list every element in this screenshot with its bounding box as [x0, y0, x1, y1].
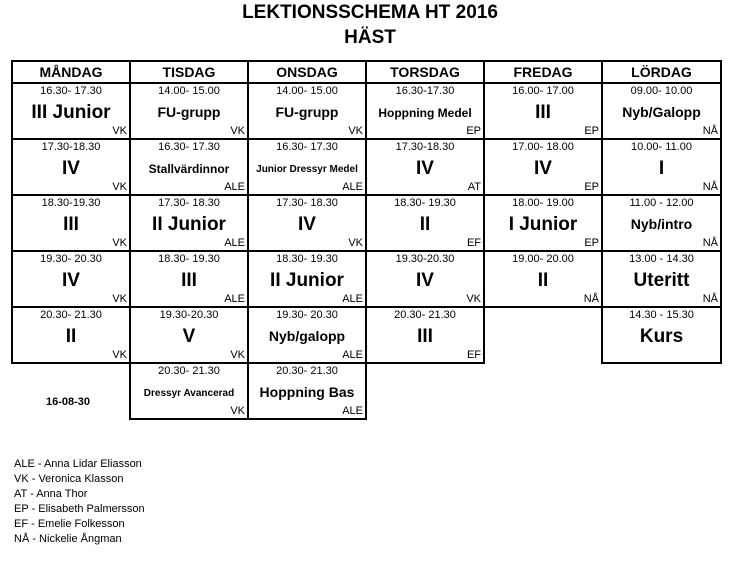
lesson-cell: [248, 307, 366, 363]
lesson-teacher: ALE: [224, 237, 245, 249]
lesson-time: 13.00 - 14.30: [629, 253, 694, 265]
empty-slot: [12, 363, 130, 419]
empty-slot: [366, 363, 484, 419]
lesson-cell: [12, 251, 130, 307]
lesson-cell: [12, 195, 130, 251]
lesson-teacher: VK: [112, 293, 127, 305]
lesson-time: 18.30-19.30: [41, 197, 101, 209]
lesson-cell: [12, 139, 130, 195]
lesson-name: II: [419, 214, 431, 235]
lesson-cell: [130, 139, 248, 195]
schedule-row: [12, 139, 721, 195]
day-header-friday: FREDAG: [484, 61, 602, 83]
lesson-teacher: VK: [230, 349, 245, 361]
lesson-name: FU-grupp: [275, 104, 339, 120]
lesson-teacher: EF: [466, 349, 481, 361]
lesson-name: Nyb/Galopp: [622, 104, 701, 120]
teacher-legend: [14, 457, 145, 547]
lesson-time: 19.30-20.30: [159, 309, 219, 321]
day-header-tuesday: TISDAG: [130, 61, 248, 83]
schedule-subtitle: HÄST: [344, 27, 396, 48]
schedule-body: [12, 83, 721, 419]
empty-slot: [484, 363, 602, 419]
lesson-teacher: VK: [348, 237, 363, 249]
lesson-cell: [484, 139, 602, 195]
lesson-time: 18.30- 19.30: [158, 253, 220, 265]
lesson-time: 16.30- 17.30: [276, 141, 338, 153]
lesson-name: Hoppning Bas: [259, 384, 355, 400]
lesson-name: Stallvärdinnor: [148, 162, 230, 176]
lesson-name: II: [537, 270, 549, 291]
lesson-teacher: NÅ: [702, 181, 718, 193]
lesson-cell: [602, 195, 721, 251]
lesson-name: Dressyr Avancerad: [143, 388, 235, 399]
lesson-name: II Junior: [152, 214, 226, 235]
lesson-teacher: VK: [112, 237, 127, 249]
lesson-teacher: NÅ: [702, 237, 718, 249]
lesson-name: IV: [62, 270, 80, 291]
lesson-cell: [130, 363, 248, 419]
lesson-time: 17.30- 18.30: [158, 197, 220, 209]
legend-item: VK - Veronica Klasson: [14, 473, 124, 485]
lesson-time: 20.30- 21.30: [40, 309, 102, 321]
lesson-time: 20.30- 21.30: [394, 309, 456, 321]
lesson-teacher: VK: [112, 181, 127, 193]
lesson-name: IV: [416, 158, 434, 179]
lesson-name: I: [658, 158, 665, 179]
schedule-date: 16-08-30: [46, 396, 91, 408]
lesson-teacher: ALE: [342, 349, 363, 361]
lesson-cell: [248, 195, 366, 251]
day-header-monday: MÅNDAG: [12, 61, 130, 83]
lesson-name: Nyb/galopp: [268, 328, 346, 344]
legend-item: EF - Emelie Folkesson: [14, 518, 125, 530]
lesson-teacher: ALE: [224, 293, 245, 305]
lesson-teacher: EP: [584, 237, 599, 249]
lesson-time: 20.30- 21.30: [276, 365, 338, 377]
lesson-name: IV: [416, 270, 434, 291]
lesson-cell: [484, 195, 602, 251]
lesson-cell: [12, 307, 130, 363]
lesson-teacher: VK: [112, 349, 127, 361]
lesson-name: III Junior: [31, 102, 111, 123]
lesson-time: 20.30- 21.30: [158, 365, 220, 377]
empty-slot: [484, 307, 602, 363]
schedule-title: LEKTIONSSCHEMA HT 2016: [242, 2, 498, 23]
day-header-thursday: TORSDAG: [366, 61, 484, 83]
lesson-name: III: [181, 270, 197, 291]
schedule-row: [12, 251, 721, 307]
lesson-cell: [130, 251, 248, 307]
lesson-teacher: NÅ: [583, 293, 599, 305]
lesson-time: 16.00- 17.00: [512, 85, 574, 97]
lesson-name: IV: [534, 158, 552, 179]
day-header-wednesday: ONSDAG: [248, 61, 366, 83]
lesson-name: III: [417, 326, 433, 347]
lesson-time: 16.30- 17.30: [158, 141, 220, 153]
lesson-teacher: VK: [112, 125, 127, 137]
lesson-time: 14.00- 15.00: [158, 85, 220, 97]
lesson-cell: [248, 251, 366, 307]
lesson-time: 11.00 - 12.00: [629, 197, 694, 209]
lesson-name: Junior Dressyr Medel: [256, 164, 358, 175]
lesson-cell: [12, 83, 130, 139]
lesson-time: 18.30- 19.30: [276, 253, 338, 265]
lesson-teacher: NÅ: [702, 125, 718, 137]
lesson-name: IV: [298, 214, 316, 235]
lesson-cell: [366, 251, 484, 307]
lesson-cell: [484, 251, 602, 307]
legend-item: ALE - Anna Lidar Eliasson: [14, 458, 142, 470]
lesson-cell: [248, 83, 366, 139]
lesson-cell: [366, 139, 484, 195]
lesson-time: 19.00- 20.00: [512, 253, 574, 265]
schedule-row: [12, 195, 721, 251]
lesson-teacher: VK: [230, 405, 245, 417]
lesson-teacher: EP: [584, 125, 599, 137]
lesson-time: 17.30-18.30: [41, 141, 101, 153]
lesson-name: Hoppning Medel: [378, 106, 472, 120]
lesson-cell: [602, 307, 721, 363]
lesson-cell: [602, 251, 721, 307]
lesson-teacher: NÅ: [702, 293, 718, 305]
lesson-teacher: ALE: [342, 293, 363, 305]
lesson-time: 14.00- 15.00: [276, 85, 338, 97]
lesson-name: Nyb/intro: [630, 216, 693, 232]
lesson-teacher: VK: [466, 293, 481, 305]
lesson-time: 19.30- 20.30: [40, 253, 102, 265]
lesson-time: 09.00- 10.00: [630, 85, 693, 97]
lesson-name: III: [535, 102, 551, 123]
lesson-name: IV: [62, 158, 80, 179]
schedule-row: [12, 363, 721, 419]
legend-item: NÅ - Nickelie Ångman: [14, 533, 122, 545]
lesson-cell: [130, 83, 248, 139]
lesson-cell: [602, 139, 721, 195]
lesson-name: V: [182, 326, 196, 347]
lesson-name: II Junior: [270, 270, 344, 291]
lesson-teacher: EP: [466, 125, 481, 137]
lesson-teacher: ALE: [224, 181, 245, 193]
lesson-cell: [366, 307, 484, 363]
lesson-teacher: EP: [584, 181, 599, 193]
lesson-name: I Junior: [508, 214, 578, 235]
lesson-time: 16.30- 17.30: [40, 85, 102, 97]
lesson-teacher: AT: [467, 181, 481, 193]
lesson-cell: [366, 83, 484, 139]
lesson-time: 17.00- 18.00: [512, 141, 574, 153]
lesson-teacher: EF: [466, 237, 481, 249]
schedule-row: [12, 83, 721, 139]
lesson-teacher: ALE: [342, 181, 363, 193]
lesson-name: Uteritt: [633, 270, 690, 291]
legend-item: EP - Elisabeth Palmersson: [14, 503, 145, 515]
empty-slot: [602, 363, 721, 419]
lesson-name: Kurs: [639, 326, 684, 347]
schedule-row: [12, 307, 721, 363]
lesson-time: 19.30- 20.30: [276, 309, 338, 321]
lesson-cell: [366, 195, 484, 251]
lesson-teacher: VK: [348, 125, 363, 137]
lesson-time: 14.30 - 15.30: [629, 309, 694, 321]
lesson-cell: [130, 307, 248, 363]
lesson-teacher: VK: [230, 125, 245, 137]
lesson-time: 19.30-20.30: [395, 253, 455, 265]
lesson-cell: [602, 83, 721, 139]
lesson-name: III: [63, 214, 79, 235]
lesson-teacher: ALE: [342, 405, 363, 417]
schedule-table: [11, 60, 722, 420]
lesson-time: 18.00- 19.00: [512, 197, 574, 209]
lesson-name: FU-grupp: [157, 104, 221, 120]
lesson-time: 10.00- 11.00: [631, 141, 692, 153]
lesson-name: II: [65, 326, 77, 347]
lesson-cell: [248, 363, 366, 419]
lesson-time: 16.30-17.30: [395, 85, 455, 97]
legend-item: AT - Anna Thor: [14, 488, 88, 500]
lesson-time: 17.30- 18.30: [276, 197, 338, 209]
lesson-cell: [130, 195, 248, 251]
day-header-row: [12, 61, 721, 83]
lesson-time: 17.30-18.30: [395, 141, 455, 153]
day-header-saturday: LÖRDAG: [602, 61, 721, 83]
lesson-time: 18.30- 19.30: [394, 197, 456, 209]
lesson-cell: [248, 139, 366, 195]
lesson-cell: [484, 83, 602, 139]
